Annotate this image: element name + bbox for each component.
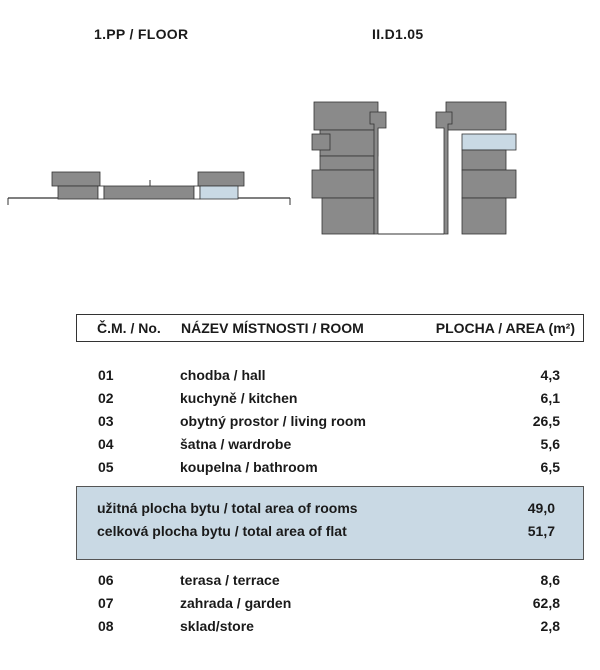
table-header <box>76 314 584 342</box>
room-area: 5,6 <box>540 436 560 452</box>
room-area: 6,5 <box>540 459 560 475</box>
room-number: 05 <box>98 459 114 475</box>
totals-box <box>76 486 584 560</box>
room-area: 2,8 <box>540 618 560 634</box>
room-number: 01 <box>98 367 114 383</box>
room-number: 08 <box>98 618 114 634</box>
table-row <box>0 595 600 617</box>
total-label: celková plocha bytu / total area of flat <box>97 523 347 539</box>
room-name: zahrada / garden <box>180 595 292 611</box>
room-area: 8,6 <box>540 572 560 588</box>
total-label: užitná plocha bytu / total area of rooms <box>97 500 358 516</box>
floor-label: 1.PP / FLOOR <box>94 26 189 42</box>
room-area: 6,1 <box>540 390 560 406</box>
room-area: 4,3 <box>540 367 560 383</box>
total-value: 49,0 <box>527 500 555 516</box>
unit-code: II.D1.05 <box>372 26 424 42</box>
table-row <box>0 413 600 435</box>
table-row <box>0 618 600 640</box>
table-row <box>0 572 600 594</box>
table-row <box>0 436 600 458</box>
room-name: kuchyně / kitchen <box>180 390 298 406</box>
room-area: 26,5 <box>532 413 560 429</box>
room-name: sklad/store <box>180 618 254 634</box>
room-name: terasa / terrace <box>180 572 280 588</box>
room-number: 06 <box>98 572 114 588</box>
room-name: šatna / wardrobe <box>180 436 292 452</box>
table-row <box>0 390 600 412</box>
floor-plan-diagrams <box>0 0 600 290</box>
room-number: 02 <box>98 390 114 406</box>
room-name: obytný prostor / living room <box>180 413 366 429</box>
column-header-room: NÁZEV MÍSTNOSTI / ROOM <box>181 320 364 336</box>
total-value: 51,7 <box>527 523 555 539</box>
unit-diagram <box>312 102 516 234</box>
table-row <box>0 367 600 389</box>
room-number: 07 <box>98 595 114 611</box>
room-name: chodba / hall <box>180 367 266 383</box>
table-row <box>0 459 600 481</box>
room-number: 03 <box>98 413 114 429</box>
column-header-no: Č.M. / No. <box>97 320 161 336</box>
room-number: 04 <box>98 436 114 452</box>
column-header-area: PLOCHA / AREA (m²) <box>435 320 575 336</box>
room-area: 62,8 <box>532 595 560 611</box>
room-name: koupelna / bathroom <box>180 459 318 475</box>
section-diagram <box>8 172 290 205</box>
